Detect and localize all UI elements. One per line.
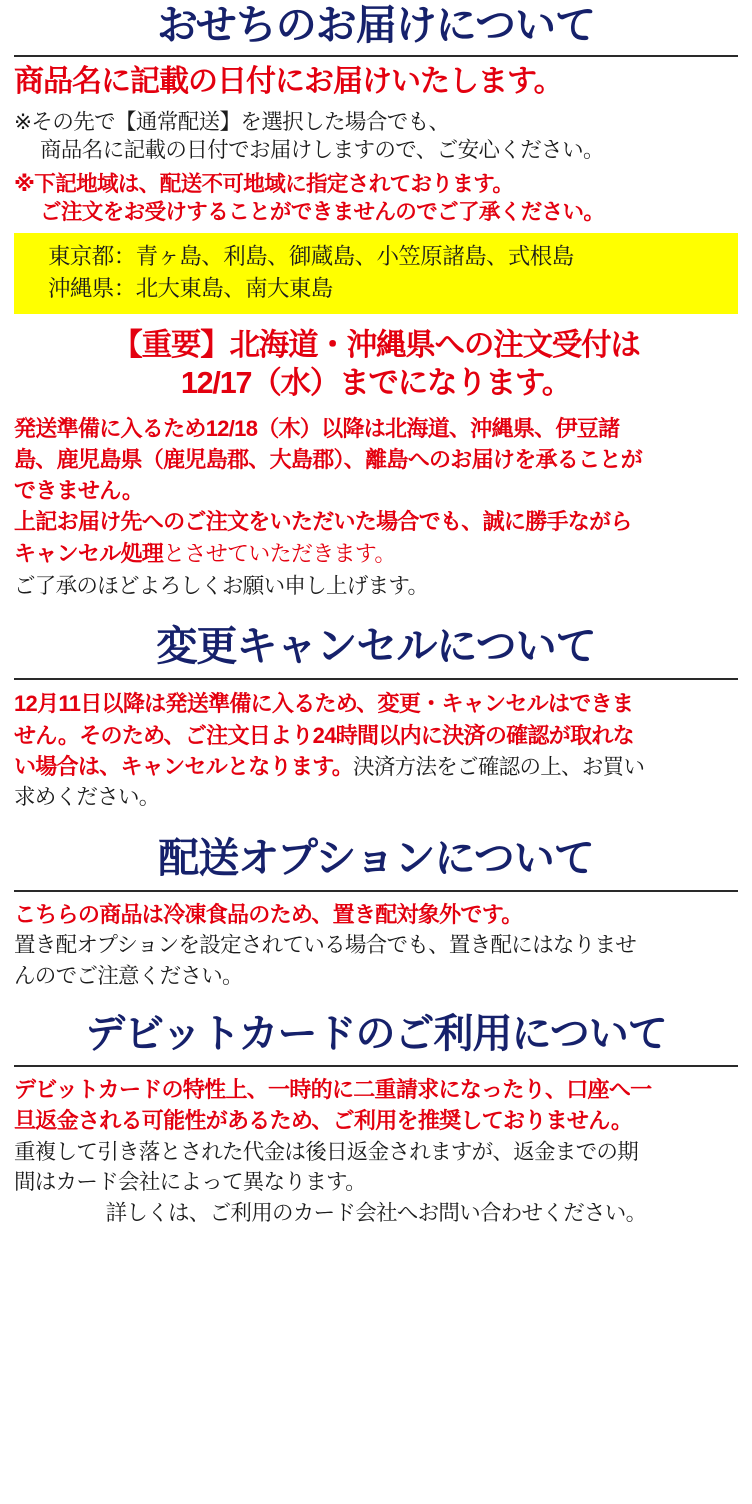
delivery-note-4: ご注文をお受けすることができませんのでご了承ください。 <box>40 200 605 225</box>
divider <box>14 890 738 892</box>
cancel-policy-block <box>14 688 738 813</box>
divider <box>14 55 738 57</box>
delivery-lead-text: 商品名に記載の日付にお届けいたします。 <box>14 65 563 99</box>
cancel-policy-line-2b: そのため、ご注文日より24時間以内に決済の確認が取れな <box>79 722 634 748</box>
delivery-detail-line-3: できません。 <box>14 478 144 504</box>
page-title: おせちのお届けについて <box>157 2 595 48</box>
delivery-detail-line-2: 島、鹿児島県（鹿児島郡、大島郡）、離島へのお届けを承ることが <box>14 446 643 472</box>
cancel-policy-line-2a: せん。 <box>14 722 80 748</box>
cancel-policy-line-1: 12月11日以降は発送準備に入るため、変更・キャンセルはできま <box>14 691 634 717</box>
cancel-policy-line-4: 求めください。 <box>14 785 160 810</box>
cancel-policy-line-3 <box>14 751 738 783</box>
shipping-option-line-1: 置き配オプションを設定されている場合でも、置き配にはなりませ <box>14 933 637 958</box>
excluded-area-tokyo: 東京都：青ヶ島、利島、御蔵島、小笠原諸島、式根島 <box>48 243 574 269</box>
divider <box>14 1065 738 1067</box>
delivery-closing-line: ご了承のほどよろしくお願い申し上げます。 <box>14 573 429 598</box>
debit-card-line-3: 詳しくは、ご利用のカード会社へお問い合わせください。 <box>105 1200 647 1225</box>
excluded-area-okinawa: 沖縄県：北大東島、南大東島 <box>48 275 333 301</box>
debit-card-line-1: 重複して引き落とされた代金は後日返金されますが、返金までの期 <box>14 1139 639 1164</box>
divider <box>14 678 738 680</box>
debit-card-red-line-1: デビットカードの特性上、一時的に二重請求になったり、口座へ一 <box>14 1077 652 1103</box>
delivery-detail-line-5 <box>14 538 738 569</box>
shipping-option-red-line: こちらの商品は冷凍食品のため、置き配対象外です。 <box>14 901 523 927</box>
important-notice-line-1: 【重要】北海道・沖縄県への注文受付は <box>112 327 640 362</box>
cancel-policy-line-3b: 決済方法をご確認の上、お買い <box>353 754 645 779</box>
delivery-detail-line-1: 発送準備に入るため12/18（木）以降は北海道、沖縄県、伊豆諸 <box>14 415 620 441</box>
debit-card-line-2: 間はカード会社によって異なります。 <box>14 1170 366 1195</box>
delivery-note-1: ※その先で【通常配送】を選択した場合でも、 <box>14 109 450 134</box>
cancel-policy-line-3a: い場合は、キャンセルとなります。 <box>14 753 354 779</box>
debit-card-red-line-2: 旦返金される可能性があるため、ご利用を推奨しておりません。 <box>14 1108 633 1134</box>
section-title-cancel: 変更キャンセルについて <box>156 623 596 670</box>
delivery-detail-line-4: 上記お届け先へのご注文をいただいた場合でも、誠に勝手ながら <box>14 509 632 535</box>
delivery-detail-block <box>14 413 738 569</box>
section-title-debit-card: デビットカードのご利用について <box>85 1012 667 1057</box>
debit-card-block <box>14 1074 738 1228</box>
delivery-note-3: ※下記地域は、配送不可地域に指定されております。 <box>14 171 514 196</box>
excluded-areas-box <box>14 233 738 314</box>
cancel-policy-line-2 <box>14 720 738 751</box>
osechi-delivery-notice-page <box>0 4 752 1504</box>
important-notice-line-2: 12/17（水）までになります。 <box>180 366 572 401</box>
delivery-note-2: 商品名に記載の日付でお届けしますので、ご安心ください。 <box>40 138 604 163</box>
section-title-shipping-option: 配送オプションについて <box>158 834 594 881</box>
shipping-option-block <box>14 899 738 991</box>
shipping-option-line-2: んのでご注意ください。 <box>14 963 243 988</box>
cancel-process-emphasis: キャンセル処理 <box>14 540 164 566</box>
cancel-process-rest: とさせていただきます。 <box>163 540 396 566</box>
